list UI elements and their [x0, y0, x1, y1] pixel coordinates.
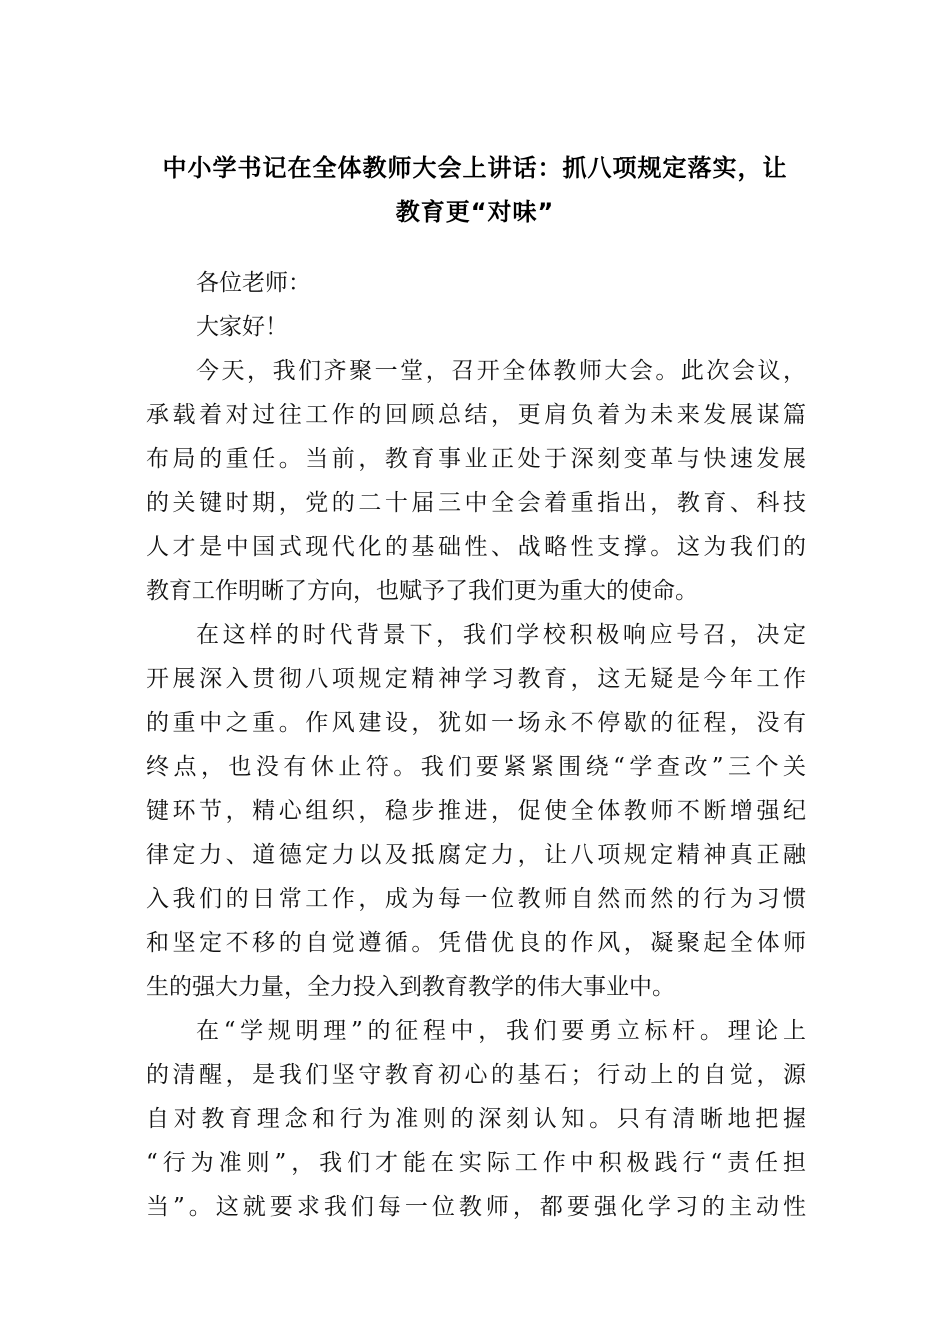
- salutation: 各位老师：: [196, 270, 311, 296]
- paragraph-2-line-8: 和坚定不移的自觉遵循。凭借优良的作风，凝聚起全体师: [146, 930, 806, 956]
- paragraph-2-line-5: 键环节，精心组织，稳步推进，促使全体教师不断增强纪: [146, 798, 806, 824]
- speech-body: [146, 261, 806, 1229]
- paragraph-3-line-4: “行为准则”，我们才能在实际工作中积极践行“责任担: [146, 1150, 806, 1176]
- paragraph-2-line-1: 在这样的时代背景下，我们学校积极响应号召，决定: [196, 622, 806, 648]
- paragraph-1-line-1: 今天，我们齐聚一堂，召开全体教师大会。此次会议，: [196, 358, 806, 384]
- paragraph-3-line-3: 自对教育理念和行为准则的深刻认知。只有清晰地把握: [146, 1106, 806, 1132]
- paragraph-3-line-5: 当”。这就要求我们每一位教师，都要强化学习的主动性: [146, 1194, 806, 1220]
- paragraph-1-line-6: 教育工作明晰了方向，也赋予了我们更为重大的使命。: [146, 578, 698, 604]
- paragraph-1-line-4: 的关键时期，党的二十届三中全会着重指出，教育、科技: [146, 490, 806, 516]
- paragraph-2-line-3: 的重中之重。作风建设，犹如一场永不停歇的征程，没有: [146, 710, 806, 736]
- paragraph-2-line-2: 开展深入贯彻八项规定精神学习教育，这无疑是今年工作: [146, 666, 806, 692]
- paragraph-3-line-2: 的清醒，是我们坚守教育初心的基石；行动上的自觉，源: [146, 1062, 806, 1088]
- greeting-hello: 大家好！: [196, 314, 288, 340]
- paragraph-2-line-9: 生的强大力量，全力投入到教育教学的伟大事业中。: [146, 974, 675, 1000]
- paragraph-2-line-7: 入我们的日常工作，成为每一位教师自然而然的行为习惯: [146, 886, 806, 912]
- document-title-line-1: 中小学书记在全体教师大会上讲话：抓八项规定落实，让: [162, 154, 788, 182]
- paragraph-2-line-4: 终点，也没有休止符。我们要紧紧围绕“学查改”三个关: [146, 754, 806, 780]
- paragraph-1-line-5: 人才是中国式现代化的基础性、战略性支撑。这为我们的: [146, 534, 806, 560]
- paragraph-1-line-2: 承载着对过往工作的回顾总结，更肩负着为未来发展谋篇: [146, 402, 806, 428]
- paragraph-3-line-1: 在“学规明理”的征程中，我们要勇立标杆。理论上: [196, 1018, 806, 1044]
- paragraph-1-line-3: 布局的重任。当前，教育事业正处于深刻变革与快速发展: [146, 446, 806, 472]
- document-title-line-2: 教育更“对味”: [395, 198, 555, 226]
- paragraph-2-line-6: 律定力、道德定力以及抵腐定力，让八项规定精神真正融: [146, 842, 806, 868]
